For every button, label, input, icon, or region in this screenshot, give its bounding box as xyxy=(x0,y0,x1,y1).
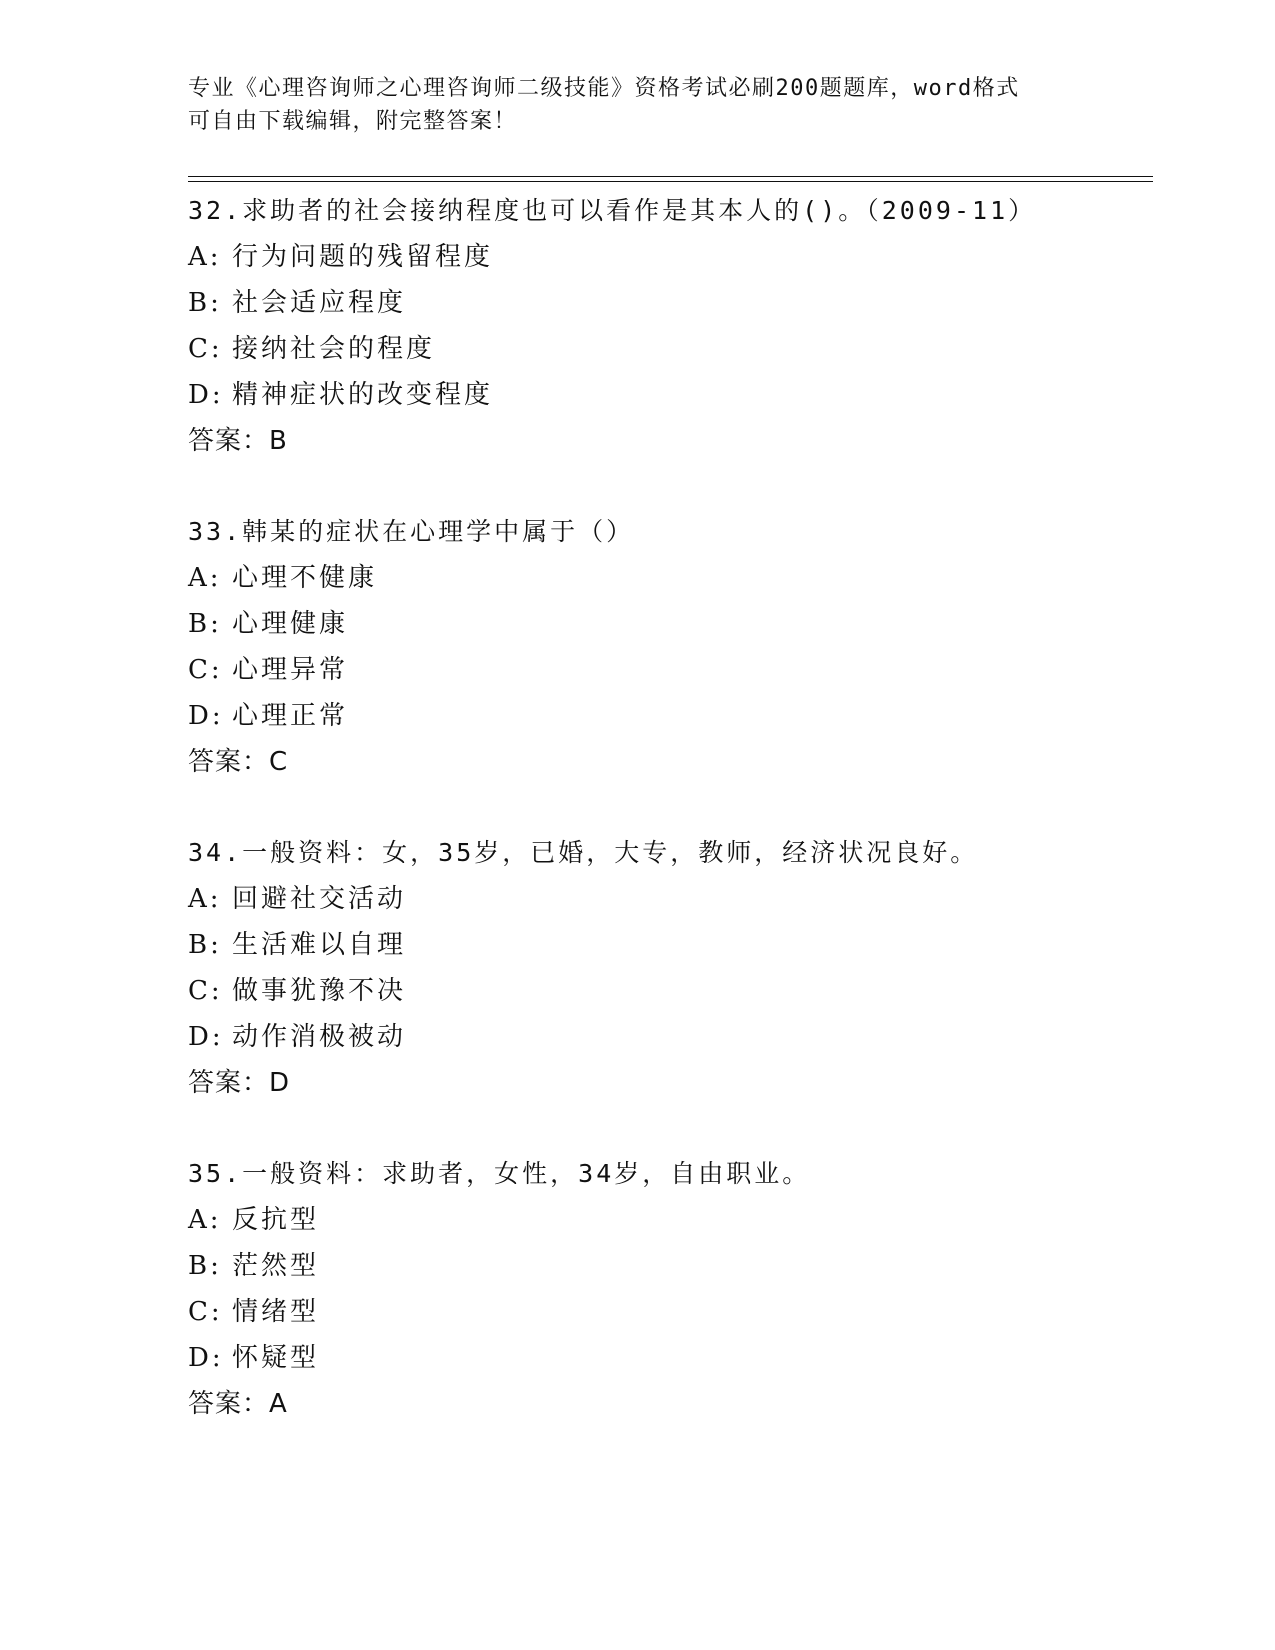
option-letter: B: xyxy=(188,1251,222,1281)
option-text: 接纳社会的程度 xyxy=(232,334,436,364)
option-d xyxy=(188,693,1148,739)
question-text: 34.一般资料：女，35岁，已婚，大专，教师，经济状况良好。 xyxy=(188,838,979,867)
answer-line: 答案：C xyxy=(188,747,289,777)
option-letter: C: xyxy=(188,655,223,685)
option-text: 回避社交活动 xyxy=(232,884,407,914)
option-letter: C: xyxy=(188,334,223,364)
option-text: 精神症状的改变程度 xyxy=(232,380,494,410)
option-text: 情绪型 xyxy=(232,1297,320,1327)
option-b xyxy=(188,1243,1148,1289)
option-c xyxy=(188,968,1148,1014)
option-d xyxy=(188,372,1148,418)
option-letter: A: xyxy=(188,884,222,914)
option-text: 反抗型 xyxy=(232,1205,320,1235)
option-letter: B: xyxy=(188,930,222,960)
option-text: 心理异常 xyxy=(232,655,349,685)
answer-line: 答案：D xyxy=(188,1068,291,1098)
option-letter: B: xyxy=(188,288,222,318)
question-text: 33.韩某的症状在心理学中属于（） xyxy=(188,517,635,546)
option-letter: D: xyxy=(188,1022,224,1052)
option-text: 动作消极被动 xyxy=(232,1022,407,1052)
question-block xyxy=(188,1151,1148,1427)
option-a xyxy=(188,876,1148,922)
option-text: 生活难以自理 xyxy=(232,930,407,960)
answer-line: 答案：A xyxy=(188,1389,288,1419)
option-b xyxy=(188,601,1148,647)
question-text: 35.一般资料：求助者，女性，34岁，自由职业。 xyxy=(188,1159,811,1188)
option-d xyxy=(188,1335,1148,1381)
option-letter: D: xyxy=(188,1343,224,1373)
header-line-1: 专业《心理咨询师之心理咨询师二级技能》资格考试必刷200题题库，word格式 xyxy=(188,76,1020,101)
option-c xyxy=(188,647,1148,693)
header-line-2: 可自由下载编辑，附完整答案！ xyxy=(188,109,518,134)
option-letter: B: xyxy=(188,609,222,639)
option-a xyxy=(188,234,1148,280)
option-b xyxy=(188,280,1148,326)
header-divider-top xyxy=(188,176,1153,177)
option-c xyxy=(188,1289,1148,1335)
question-block xyxy=(188,509,1148,785)
option-text: 社会适应程度 xyxy=(232,288,407,318)
option-d xyxy=(188,1014,1148,1060)
option-text: 心理不健康 xyxy=(232,563,378,593)
option-letter: C: xyxy=(188,976,223,1006)
answer-line: 答案：B xyxy=(188,426,288,456)
option-letter: A: xyxy=(188,242,222,272)
question-block xyxy=(188,830,1148,1106)
header-divider-bottom xyxy=(188,181,1153,182)
option-letter: A: xyxy=(188,1205,222,1235)
option-letter: C: xyxy=(188,1297,223,1327)
option-c xyxy=(188,326,1148,372)
option-a xyxy=(188,555,1148,601)
question-block xyxy=(188,188,1148,464)
option-b xyxy=(188,922,1148,968)
option-letter: A: xyxy=(188,563,222,593)
option-letter: D: xyxy=(188,380,224,410)
option-text: 怀疑型 xyxy=(232,1343,320,1373)
option-text: 做事犹豫不决 xyxy=(232,976,407,1006)
option-a xyxy=(188,1197,1148,1243)
question-text: 32.求助者的社会接纳程度也可以看作是其本人的()。（2009-11） xyxy=(188,196,1037,225)
option-text: 茫然型 xyxy=(232,1251,320,1281)
option-text: 心理正常 xyxy=(232,701,349,731)
option-text: 心理健康 xyxy=(232,609,349,639)
option-text: 行为问题的残留程度 xyxy=(232,242,494,272)
option-letter: D: xyxy=(188,701,224,731)
document-header xyxy=(188,72,1068,138)
